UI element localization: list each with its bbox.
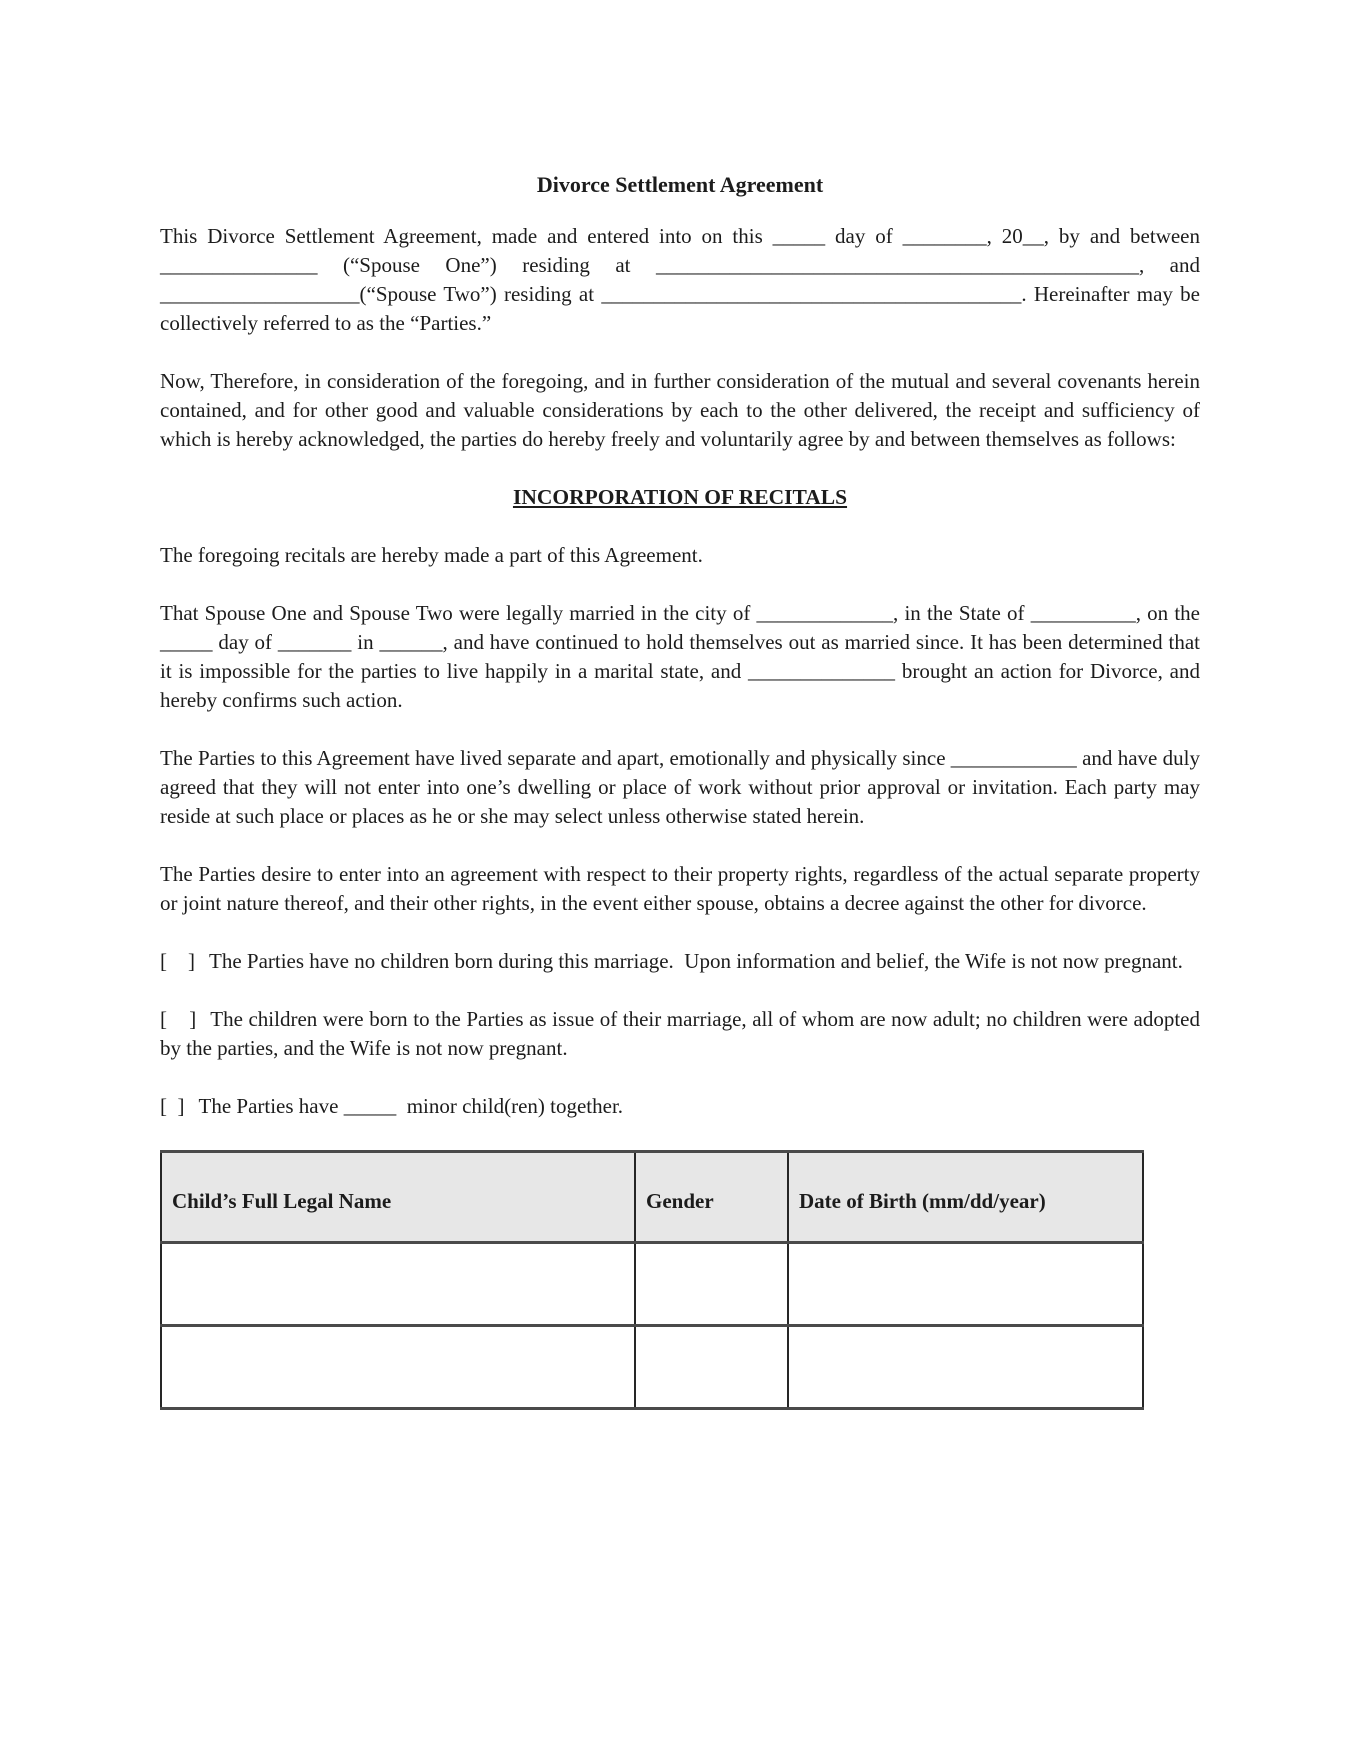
document-title: Divorce Settlement Agreement bbox=[536, 172, 824, 197]
checkbox-no-children[interactable]: [ ] bbox=[160, 949, 195, 973]
marriage-recital-paragraph: That Spouse One and Spouse Two were legally married in the city of _____________, in the State of __________, on the _____ day of _______ in ______, and have continued to hold themselves out as married since. It has been determined that it is impossible for the parties to live happily in a marital state, and ______________ brought an action for Divorce, and hereby confirms such action. bbox=[160, 601, 1200, 712]
children-table-header-gender: Gender bbox=[635, 1152, 788, 1243]
children-option-adult bbox=[160, 1005, 1200, 1063]
separation-recital-paragraph: The Parties to this Agreement have lived separate and apart, emotionally and physically since ____________ and have duly agreed that they will not enter into one’s dwelling or place of work without prior approval or invitation. Each party may reside at such place or places as he or she may select unless otherwise stated herein. bbox=[160, 746, 1200, 828]
children-option-minor bbox=[160, 1092, 1200, 1121]
child-1-dob-cell[interactable] bbox=[788, 1243, 1143, 1326]
child-1-name-cell[interactable] bbox=[161, 1243, 635, 1326]
children-option-minor-text: The Parties have _____ minor child(ren) together. bbox=[198, 1094, 624, 1118]
children-table-row-2 bbox=[161, 1326, 1143, 1409]
children-table-header-name: Child’s Full Legal Name bbox=[161, 1152, 635, 1243]
children-table-header-dob: Date of Birth (mm/dd/year) bbox=[788, 1152, 1143, 1243]
intro-paragraph: This Divorce Settlement Agreement, made and entered into on this _____ day of ________, 20__, by and between _______________ (“Spouse One”) residing at ______________________________________________, and ___________________(“Spouse Two”) residing at ________________________________________. Hereinafter may be collectively referred to as the “Parties.” bbox=[160, 224, 1200, 335]
children-table bbox=[160, 1150, 1144, 1410]
child-1-gender-cell[interactable] bbox=[635, 1243, 788, 1326]
checkbox-adult-children[interactable]: [ ] bbox=[160, 1007, 197, 1031]
children-table-row-1 bbox=[161, 1243, 1143, 1326]
children-option-none bbox=[160, 947, 1200, 976]
child-2-name-cell[interactable] bbox=[161, 1326, 635, 1409]
section-heading-incorporation-of-recitals bbox=[160, 483, 1200, 512]
children-table-header-row bbox=[161, 1152, 1143, 1243]
child-2-gender-cell[interactable] bbox=[635, 1326, 788, 1409]
property-recital-paragraph: The Parties desire to enter into an agreement with respect to their property rights, regardless of the actual separate property or joint nature thereof, and their other rights, in the event either spouse, obtains a decree against the other for divorce. bbox=[160, 862, 1200, 915]
children-option-none-text: The Parties have no children born during this marriage. Upon information and belief, the Wife is not now pregnant. bbox=[209, 949, 1183, 973]
child-2-dob-cell[interactable] bbox=[788, 1326, 1143, 1409]
checkbox-minor-children[interactable]: [ ] bbox=[160, 1094, 185, 1118]
section-heading-text: INCORPORATION OF RECITALS bbox=[512, 485, 848, 509]
children-option-adult-text: The children were born to the Parties as issue of their marriage, all of whom are now adult; no children were adopted by the parties, and the Wife is not now pregnant. bbox=[160, 1007, 1200, 1060]
consideration-paragraph: Now, Therefore, in consideration of the foregoing, and in further consideration of the mutual and several covenants herein contained, and for other good and valuable considerations by each to the other delivered, the receipt and sufficiency of which is hereby acknowledged, the parties do hereby freely and voluntarily agree by and between themselves as follows: bbox=[160, 369, 1200, 451]
recitals-intro-paragraph: The foregoing recitals are hereby made a part of this Agreement. bbox=[160, 543, 703, 567]
